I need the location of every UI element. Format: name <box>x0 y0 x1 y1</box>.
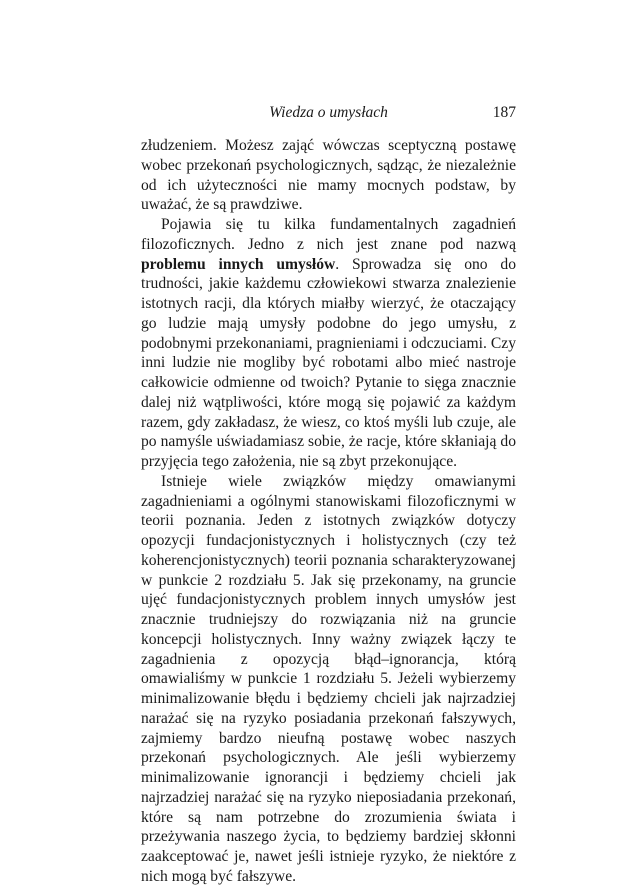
paragraph-3: Istnieje wiele związków między omawianymi zagadnieniami a ogólnymi stanowiskami filozoficznymi w teorii poznania. Jeden z istotnych związków dotyczy opozycji fundacjonistycznych i holistycznych (czy też koherencjonistycznych) teorii poznania scharakteryzowanej w punkcie 2 rozdziału 5. Jak się przekonamy, na gruncie ujęć fundacjonistycznych problem innych umysłów jest znacznie trudniejszy do rozwiązania niż na gruncie koncepcji holistycznych. Inny ważny związek łączy te zagadnienia z opozycją błąd–ignorancja, którą omawialiśmy w punkcie 1 rozdziału 5. Jeżeli wybierzemy minimalizowanie błędu i będziemy chcieli jak najrzadziej narażać się na ryzyko posiadania przekonań fałszywych, zajmiemy bardzo nieufną postawę wobec naszych przekonań psychologicznych. Ale jeśli wybierzemy minimalizowanie ignorancji i będziemy chcieli jak najrzadziej narażać się na ryzyko nieposiadania przekonań, które są nam potrzebne do zrozumienia świata i przeżywania naszego życia, to będziemy bardziej skłonni zaakceptować je, nawet jeśli istnieje ryzyko, że niektóre z nich mogą być fałszywe. <box>141 472 516 885</box>
paragraph-2-rest: . Sprowadza się ono do trudności, jakie każdemu człowiekowi stwarza znalezienie istotnych racji, dla których miałby wierzyć, że otaczający go ludzie mają umysły podobne do jego umysłu, z podobnymi przekonaniami, pragnieniami i odczuciami. Czy inni ludzie nie mogliby być robotami albo mieć nastroje całkowicie odmienne od twoich? Pytanie to sięga znacznie dalej niż wątpliwości, które mogą się pojawić za każdym razem, gdy zakładasz, że wiesz, co ktoś myśli lub czuje, ale po namyśle uświadamiasz sobie, że racje, które skłaniają do przyjęcia tego założenia, nie są zbyt przekonujące. <box>141 255 516 470</box>
running-title: Wiedza o umysłach <box>269 104 388 121</box>
page-number: 187 <box>492 104 516 121</box>
paragraph-2-intro: Pojawia się tu kilka fundamentalnych zagadnień filozoficznych. Jedno z nich jest znane pod nazwą <box>141 216 516 253</box>
body-text <box>141 136 516 887</box>
paragraph-1: złudzeniem. Możesz zająć wówczas sceptyczną postawę wobec przekonań psychologicznych, sądząc, że niezależnie od ich użyteczności nie mamy mocnych podstaw, by uważać, że są prawdziwe. <box>141 137 516 214</box>
key-term: problemu innych umysłów <box>141 255 336 273</box>
paragraph-2 <box>141 215 516 472</box>
running-head <box>141 104 516 126</box>
